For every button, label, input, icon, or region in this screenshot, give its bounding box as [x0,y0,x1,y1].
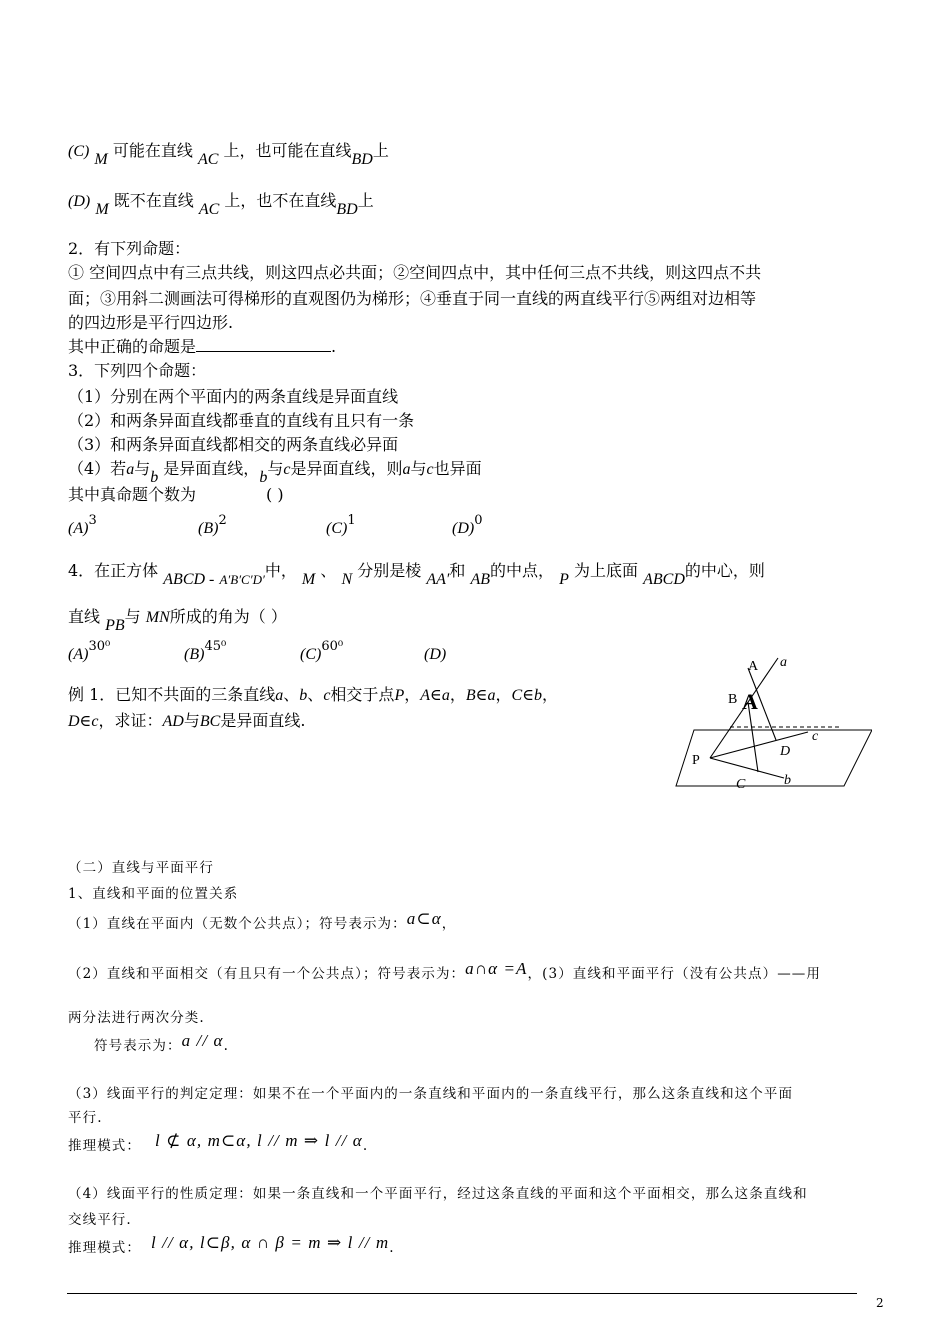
text: 其中正确的命题是 [68,337,197,356]
q2-ask [68,334,336,357]
text: ， [495,685,512,704]
option-label: (A) [68,520,89,537]
text: 、 [320,561,337,580]
section-heading: （二）直线与平面平行 [68,860,214,876]
option-label: (B) [184,646,205,663]
var-c: c [283,461,291,478]
var-bd: BD [351,151,373,168]
q3-option-c [326,513,356,538]
q3-option-b [198,513,227,538]
option-value: 1 [347,513,356,528]
q4-option-b [184,639,227,664]
option-label: (B) [198,520,219,537]
label-A-bold: A [742,689,758,714]
text: . [223,1038,229,1054]
text: 推理模式： [68,1240,141,1256]
q3-prop-1: （1）分别在两个平面内的两条直线是异面直线 [68,387,399,406]
text: 的中点， [490,561,555,580]
var-ac: AC [197,151,219,168]
theorem-property: （4）线面平行的性质定理：如果一条直线和一个平面平行，经过这条直线的平面和这个平面相交，那么这条直线和 [68,1186,808,1202]
text: 相交于点 [330,685,395,704]
option-label: (C) [326,520,348,537]
text: 、 [283,685,300,704]
option-label: (D) [452,520,475,537]
text: 例 1．已知不共面的三条直线 [68,685,276,704]
text: 其中真命题个数为 [68,485,197,504]
var-b: b [299,687,308,704]
q2-line-1: ① 空间四点中有三点共线，则这四点必共面；②空间四点中，其中任何三点不共线，则这四点不共 [68,263,762,282]
q1-option-d [68,188,374,218]
relation-b-in-a: B∈a [465,687,496,704]
text: ， [404,685,421,704]
text: 上，也不在直线 [224,191,337,210]
label-c: c [812,729,819,744]
line-b [710,758,784,778]
var-b: b [259,469,268,486]
text: 既不在直线 [113,191,194,210]
plane [676,730,872,786]
text: ， [449,685,466,704]
text: 与 [134,459,151,478]
criterion-reasoning [68,1131,369,1155]
relation-2-cont: 两分法进行两次分类. [68,1010,205,1026]
footer-rule [67,1293,857,1294]
option-value: 60⁰ [321,639,344,654]
var-mn: MN [145,609,170,626]
var-m: M [94,151,108,168]
relation-2 [68,959,822,983]
text: 4．在正方体 [68,561,159,580]
text: 是异面直线， [163,459,260,478]
q2-line-3: 的四边形是平行四边形. [68,313,234,332]
theorem-criterion-cont: 平行. [68,1110,103,1126]
var-bc: BC [199,713,221,730]
q2-line-2: 面；③用斜二测画法可得梯形的直观图仍为梯形；④垂直于同一直线的两直线平行⑤两组对边相等 [68,289,757,308]
var-m: M [95,201,109,218]
text: . [331,337,337,356]
answer-blank[interactable] [196,335,331,352]
property-reasoning [68,1233,395,1257]
q4-option-a [68,639,111,664]
text: 推理模式： [68,1138,141,1154]
page-number: 2 [876,1296,884,1310]
var-a: a [402,461,411,478]
text: 与 [410,459,427,478]
option-label: (A) [68,646,89,663]
var-a: a [275,687,284,704]
var-bd: BD [336,201,358,218]
q3-option-a [68,513,97,538]
text: ， [542,685,559,704]
formula: a // α [181,1031,224,1050]
var-pb: PB [105,617,125,634]
q4-option-c [300,639,344,664]
q3-ask [68,482,284,505]
option-value: 3 [88,513,97,528]
subsection-1: 1、直线和平面的位置关系 [68,886,239,902]
text: 与 [124,607,141,626]
var-a: a [126,461,135,478]
q4-line-1 [68,558,765,588]
example-1-line-2 [68,708,305,731]
label-A: A [748,659,759,674]
formula: l ⊄ α, m⊂α, l // m ⇒ l // α [155,1131,363,1150]
option-value: 30⁰ [88,639,111,654]
var-ac: AC [198,201,220,218]
q3-prop-4 [68,456,482,486]
text: 所成的角为（ ） [169,607,287,626]
text: 分别是棱 [357,561,422,580]
formula: l // α, l⊂β, α ∩ β = m ⇒ l // m [151,1233,390,1252]
text: ， [441,916,457,932]
text: 直线 [68,607,101,626]
option-label: (D) [424,646,447,663]
text: . [362,1138,369,1154]
text: 是异面直线. [220,711,306,730]
option-value: 2 [218,513,227,528]
var-c: c [323,687,331,704]
text: 中， [264,561,297,580]
answer-paren[interactable]: ( ) [266,485,284,504]
theorem-property-cont: 交线平行. [68,1212,132,1228]
label-B: B [728,692,738,707]
text: 与 [267,459,284,478]
option-value: 45⁰ [204,639,227,654]
var-abcd: ABCD [643,571,685,588]
option-value: 0 [474,513,483,528]
text: 也异面 [433,459,482,478]
text: 为上底面 [574,561,639,580]
q3-title: 3．下列四个命题： [68,361,207,380]
text: 是异面直线，则 [290,459,403,478]
text: 的中心，则 [684,561,765,580]
text: ，(3）直线和平面平行（没有公共点）——用 [527,966,822,982]
label-P: P [692,753,700,768]
var-aa: AA′ [426,571,450,588]
text: 上 [372,141,389,160]
relation-a-in-a: A∈a [420,687,450,704]
q3-prop-3: （3）和两条异面直线都相交的两条直线必异面 [68,435,399,454]
example-1-line-1 [68,682,558,705]
q3-prop-2: （2）和两条异面直线都垂直的直线有且只有一条 [68,411,415,430]
var-p: P [559,571,569,588]
var-p: P [394,687,405,704]
text: ，求证： [98,711,163,730]
option-label: (D) [68,193,91,210]
option-label: (C) [300,646,322,663]
text: （2）直线和平面相交（有且只有一个公共点）；符号表示为： [68,966,466,982]
theorem-criterion: （3）线面平行的判定定理：如果不在一个平面内的一条直线和平面内的一条直线平行，那么这条直线和这个平面 [68,1086,794,1102]
q4-line-2 [68,604,287,634]
q2-title: 2．有下列命题： [68,239,191,258]
text: （4）若 [68,459,127,478]
text: 和 [449,561,466,580]
option-label: (C) [68,143,90,160]
var-c: c [426,461,434,478]
skew-lines-figure [672,648,872,798]
text: 、 [307,685,324,704]
text: 上 [357,191,374,210]
text: 上，也可能在直线 [223,141,352,160]
label-C: C [736,777,746,792]
label-b: b [784,773,791,788]
label-a: a [780,655,787,670]
var-ad: AD [162,713,184,730]
text: 符号表示为： [94,1038,182,1054]
relation-1 [68,909,457,933]
q1-option-c [68,138,389,168]
q3-option-d [452,513,483,538]
text: . [389,1240,395,1256]
relation-c-in-b: C∈b [511,687,543,704]
text: （1）直线在平面内（无数个公共点）；符号表示为： [68,916,407,932]
text: 可能在直线 [112,141,193,160]
var-b: b [150,469,159,486]
q4-option-d [424,644,446,664]
formula: a⊂α [406,909,442,928]
text: 与 [183,711,200,730]
var-m: M [301,571,316,588]
label-D: D [780,744,791,759]
relation-3-symbol [94,1031,229,1055]
var-n: N [341,571,353,588]
cube-name-prime: A′B′C′D′ [219,572,265,587]
formula: a∩α =A [465,959,528,978]
cube-name: ABCD - [163,571,215,588]
relation-d-in-c: D∈c [68,713,99,730]
var-ab: AB [470,571,491,588]
